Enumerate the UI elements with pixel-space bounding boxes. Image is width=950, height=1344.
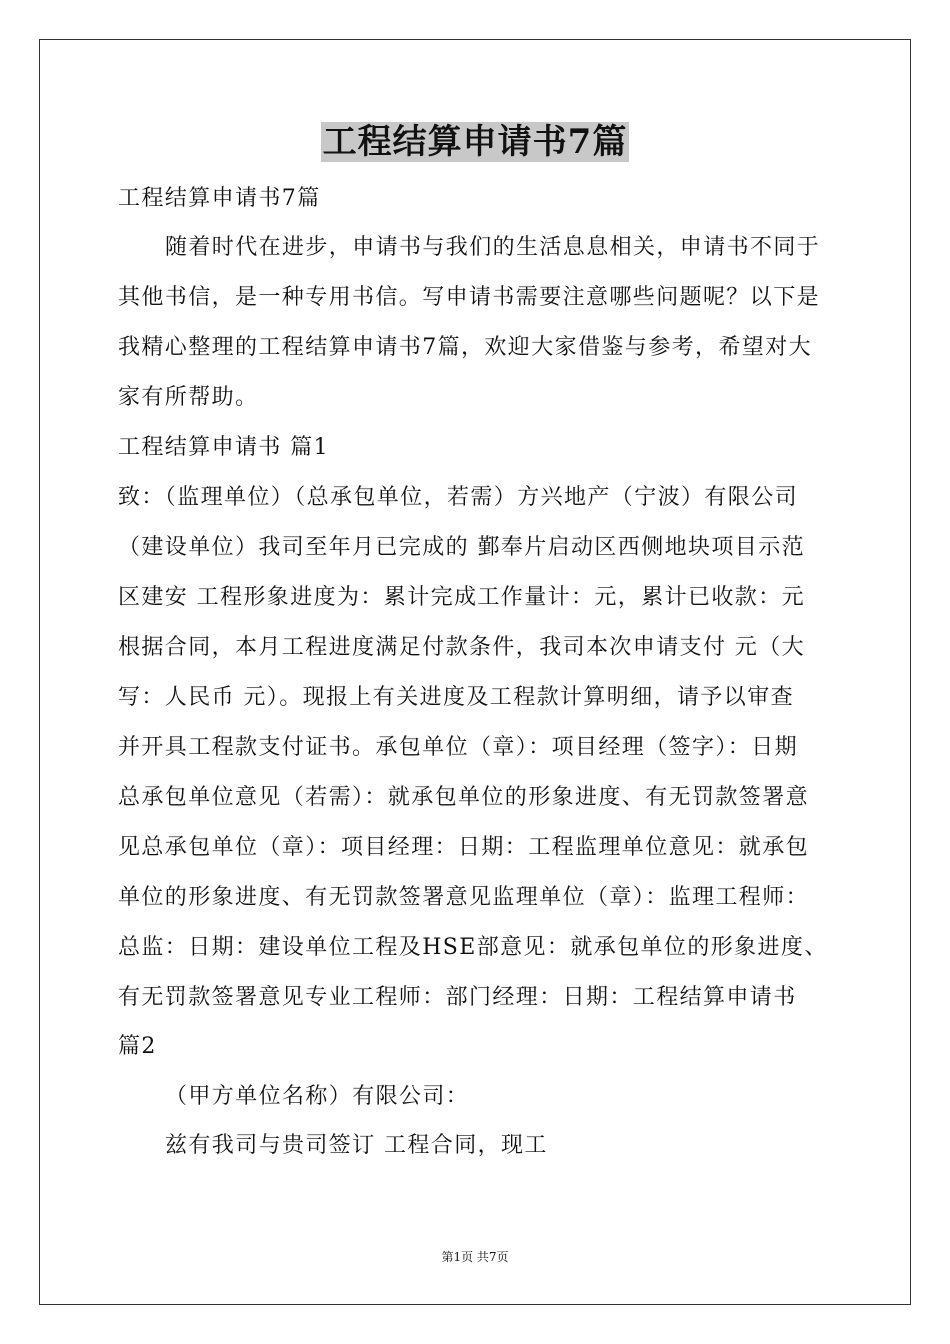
- text-line: 写：人民币 元）。现报上有关进度及工程款计算明细，请予以审查: [118, 685, 794, 710]
- text-line: 有无罚款签署意见专业工程师：部门经理：日期：工程结算申请书: [118, 985, 797, 1010]
- text-line: 根据合同，本月工程进度满足付款条件，我司本次申请支付 元（大: [118, 635, 805, 660]
- text-line: （甲方单位名称）有限公司：: [165, 1084, 470, 1109]
- text-line: 篇2: [118, 1034, 157, 1059]
- text-line: 并开具工程款支付证书。承包单位（章）：项目经理（签字）：日期: [118, 735, 799, 760]
- section-heading: 工程结算申请书 篇1: [118, 435, 329, 460]
- text-line: 我精心整理的工程结算申请书7篇，欢迎大家借鉴与参考，希望对大: [118, 335, 812, 360]
- text-line: 单位的形象进度、有无罚款签署意见监理单位（章）：监理工程师：: [118, 885, 810, 910]
- document-title-text: 工程结算申请书7篇: [322, 122, 628, 162]
- document-title: [0, 120, 950, 164]
- text-line: 区建安 工程形象进度为：累计完成工作量计：元，累计已收款：元: [118, 585, 805, 610]
- text-line: （建设单位）我司至年月已完成的 鄞奉片启动区西侧地块项目示范: [118, 535, 805, 560]
- text-line: 其他书信，是一种专用书信。写申请书需要注意哪些问题呢？以下是: [118, 285, 821, 310]
- text-line: 随着时代在进步，申请书与我们的生活息息相关，申请书不同于: [165, 235, 821, 260]
- text-line: 工程结算申请书7篇: [118, 186, 321, 211]
- text-line: 家有所帮助。: [118, 385, 259, 410]
- text-line: 兹有我司与贵司签订 工程合同，现工: [165, 1133, 548, 1158]
- text-line: 见总承包单位（章）：项目经理：日期：工程监理单位意见：就承包: [118, 835, 810, 860]
- page-border: [39, 39, 911, 1305]
- text-line: 致：（监理单位）（总承包单位，若需）方兴地产（宁波）有限公司: [118, 485, 799, 510]
- page-footer: 第1页 共7页: [441, 1250, 509, 1264]
- text-line: 总承包单位意见（若需）：就承包单位的形象进度、有无罚款签署意: [118, 785, 810, 810]
- text-line: 总监：日期：建设单位工程及HSE部意见：就承包单位的形象进度、: [118, 935, 828, 960]
